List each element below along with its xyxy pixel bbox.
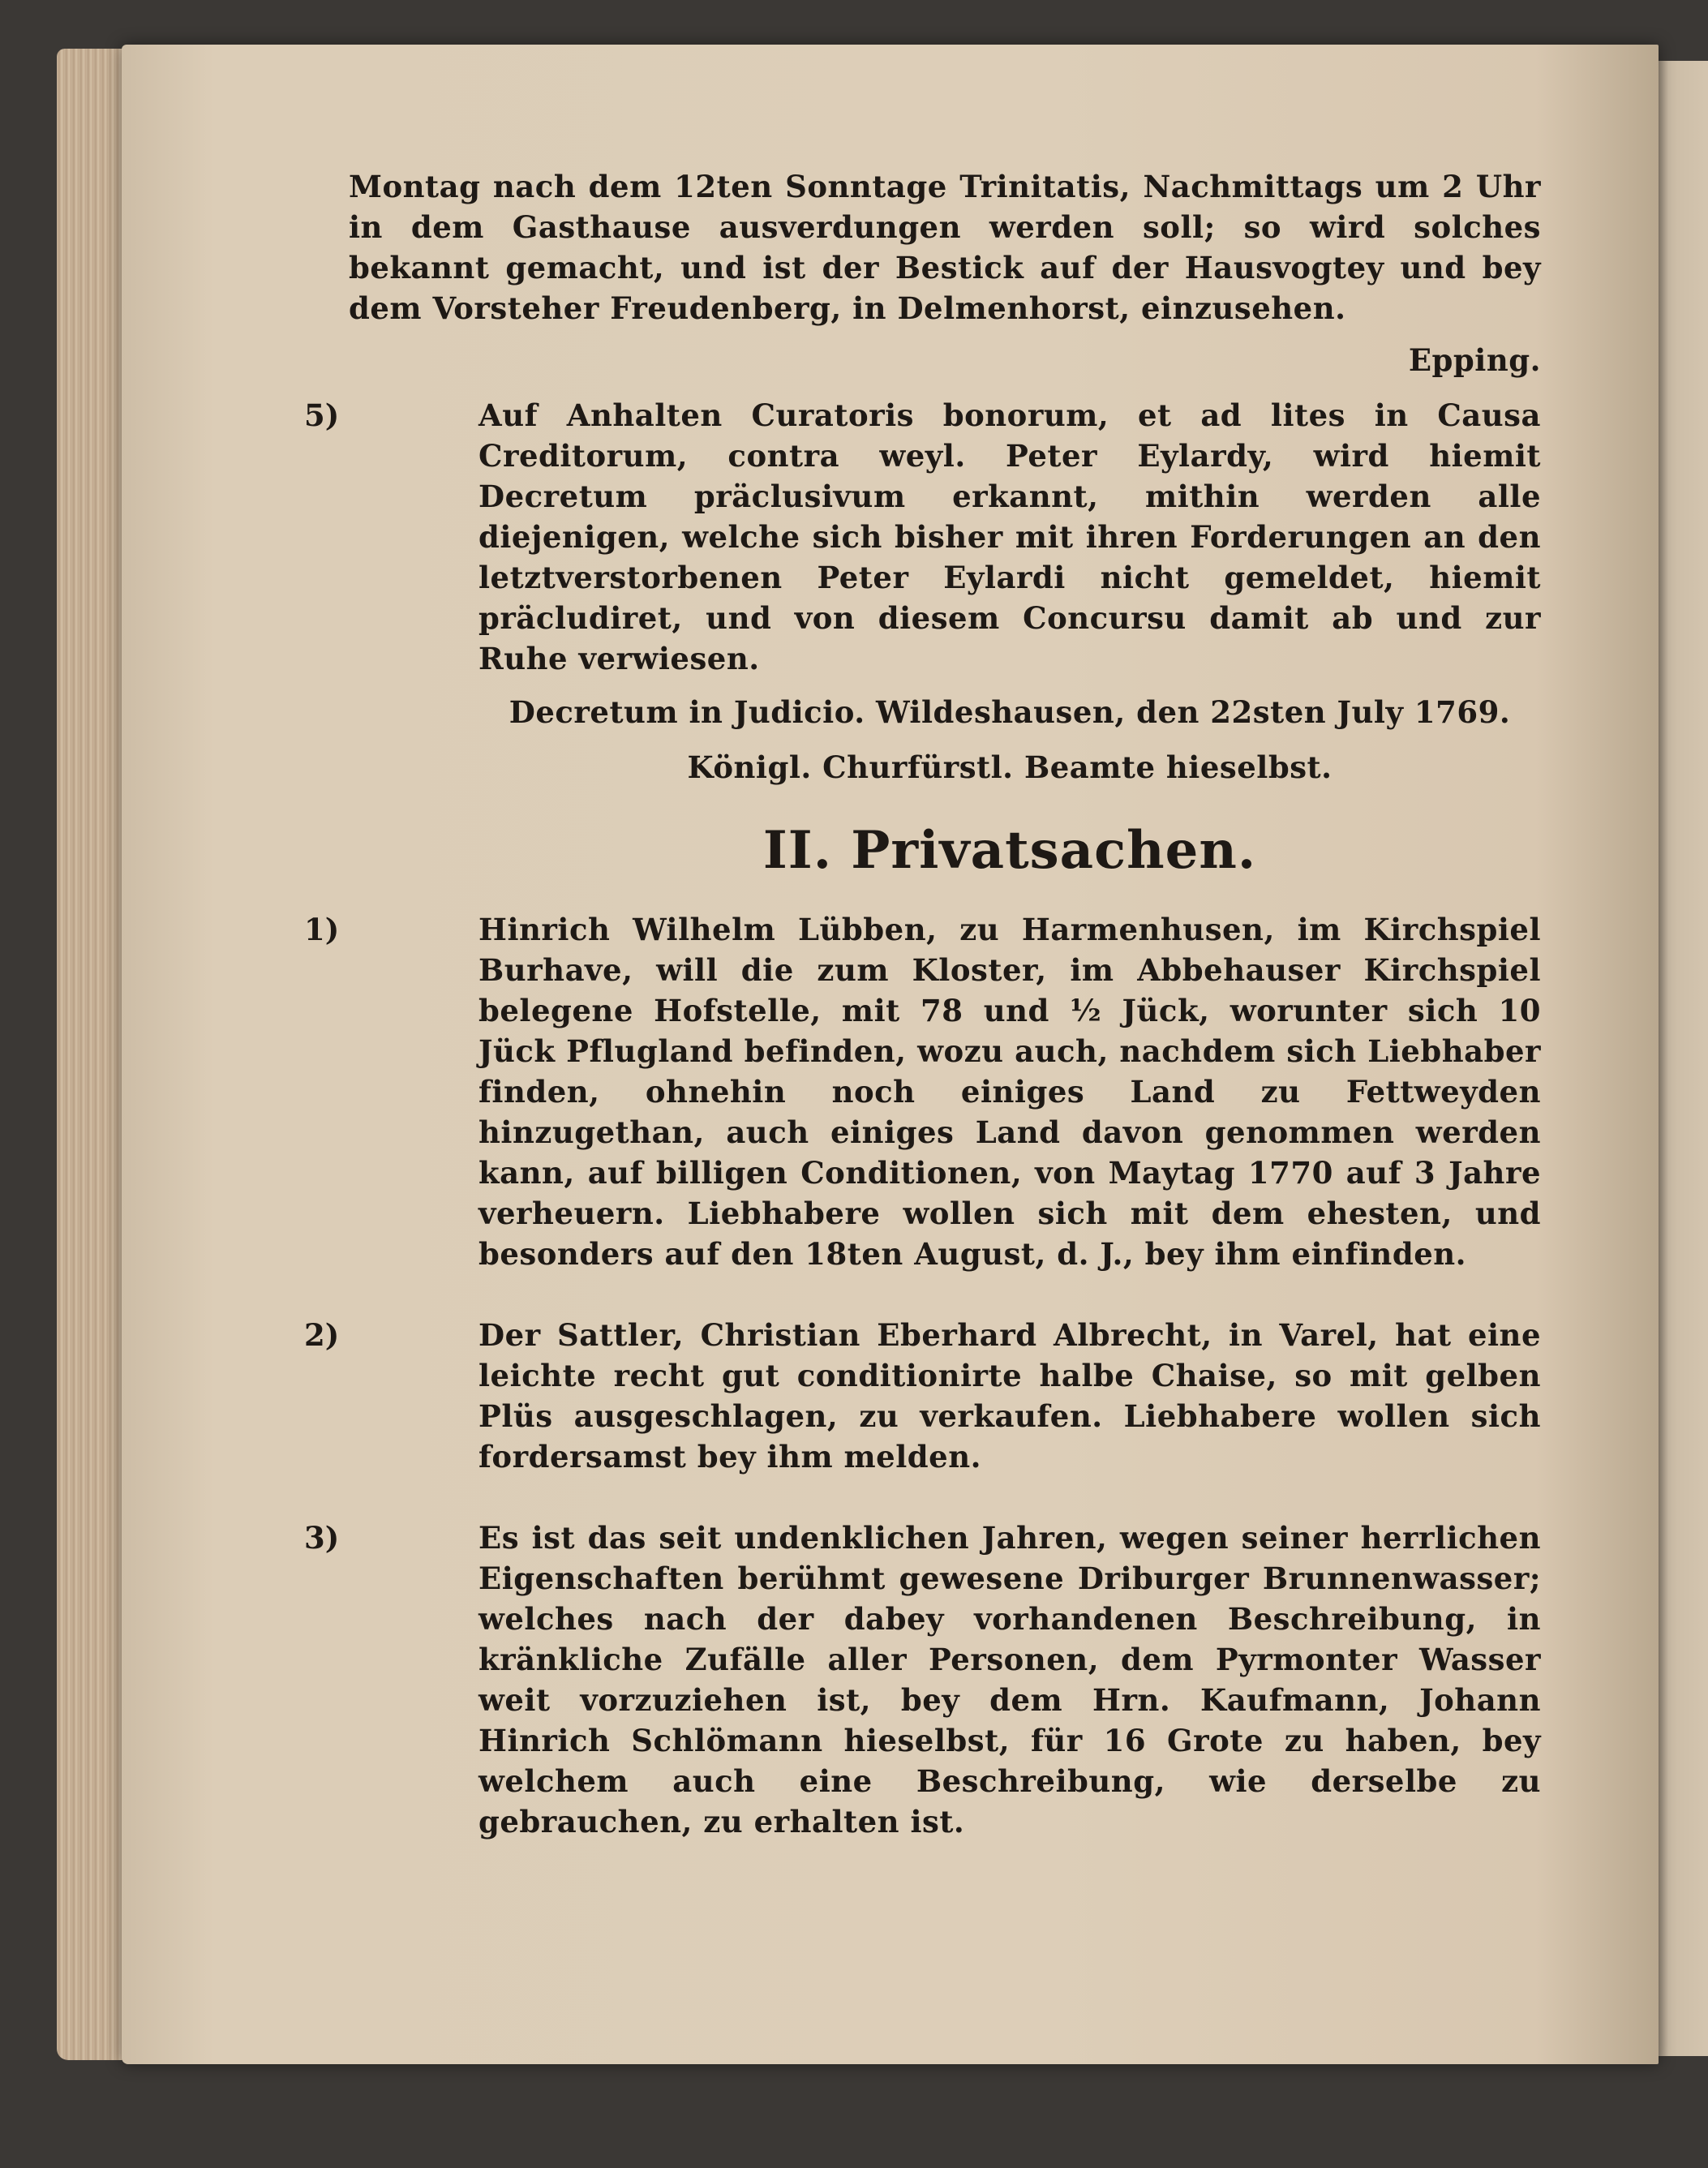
- list-item: [304, 909, 1541, 1274]
- page-text: [304, 166, 1541, 1842]
- item-3-number: 3): [304, 1520, 340, 1556]
- section-heading: II. Privatsachen.: [762, 820, 1257, 881]
- item-1-number: 1): [304, 912, 340, 947]
- notice-5-text: Auf Anhalten Curatoris bonorum, et ad lites in Causa Creditorum, contra weyl. Peter Eylardy, wird hiemit Decretum präclusivum erkannt, mithin werden alle diejenigen, welche sich bisher mit ihren Forderungen an den letztverstorbenen Peter Eylardi nicht gemeldet, hiemit präcludiret, und von diesem Concursu damit ab und zur Ruhe verwiesen.: [478, 397, 1541, 676]
- list-item: [304, 1315, 1541, 1477]
- intro-signature: Epping.: [1408, 342, 1541, 378]
- authority-line: Königl. Churfürstl. Beamte hieselbst.: [687, 749, 1332, 785]
- list-item: [304, 1518, 1541, 1842]
- item-2-number: 2): [304, 1317, 340, 1353]
- decree-line: Decretum in Judicio. Wildeshausen, den 22sten July 1769.: [509, 694, 1511, 730]
- item-1-text: Hinrich Wilhelm Lübben, zu Harmenhusen, im Kirchspiel Burhave, will die zum Kloster, im Abbehauser Kirchspiel belegene Hofstelle, mit 78 und ½ Jück, worunter sich 10 Jück Pflugland befinden, wozu auch, nachdem sich Liebhaber finden, ohnehin noch einiges Land zu Fettweyden hinzugethan, auch einiges Land davon genommen werden kann, auf billigen Conditionen, von Maytag 1770 auf 3 Jahre verheuern. Liebhabere wollen sich mit dem ehesten, und besonders auf den 18ten August, d. J., bey ihm einfinden.: [478, 912, 1541, 1272]
- item-2-text: Der Sattler, Christian Eberhard Albrecht, in Varel, hat eine leichte recht gut conditionirte halbe Chaise, so mit gelben Plüs ausgeschlagen, zu verkaufen. Liebhabere wollen sich fordersamst bey ihm melden.: [478, 1317, 1541, 1475]
- item-3-text: Es ist das seit undenklichen Jahren, wegen seiner herrlichen Eigenschaften berühmt gewesene Driburger Brunnenwasser; welches nach der dabey vorhandenen Beschreibung, in kränkliche Zufälle aller Personen, dem Pyrmonter Wasser weit vorzuziehen ist, bey dem Hrn. Kaufmann, Johann Hinrich Schlömann hieselbst, für 16 Grote zu haben, bey welchem auch eine Beschreibung, wie derselbe zu gebrauchen, zu erhalten ist.: [478, 1520, 1541, 1840]
- notice-5-number: 5): [304, 397, 340, 433]
- notice-5: [304, 395, 1541, 679]
- intro-paragraph: Montag nach dem 12ten Sonntage Trinitatis, Nachmittags um 2 Uhr in dem Gasthause ausverdungen werden soll; so wird solches bekannt gemacht, und ist der Bestick auf der Hausvogtey und bey dem Vorsteher Freudenberg, in Delmenhorst, einzusehen.: [349, 169, 1541, 326]
